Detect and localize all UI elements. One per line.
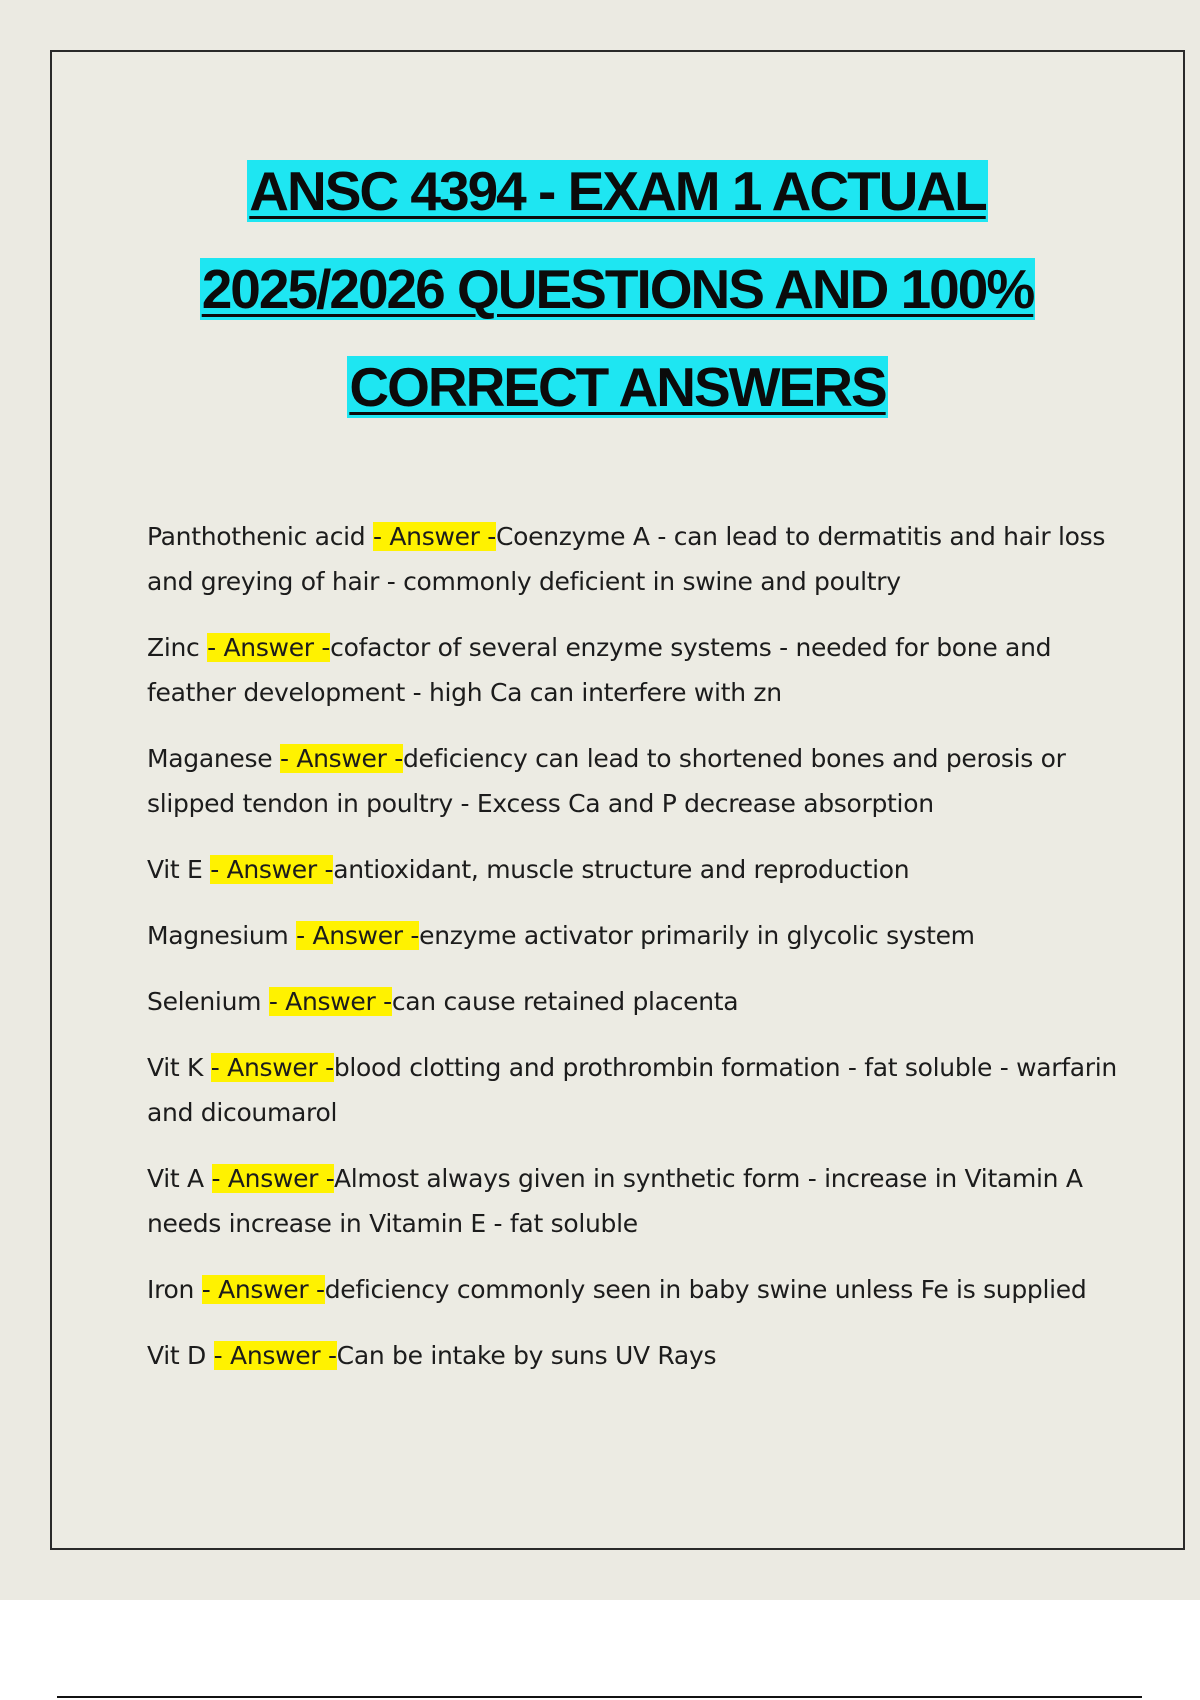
qa-item-manganese	[147, 736, 1142, 826]
qa-item-zinc	[147, 625, 1142, 715]
title-line-3-text: CORRECT ANSWERS	[349, 356, 886, 418]
qa-term: Selenium	[147, 987, 269, 1016]
answer-marker: - Answer -	[210, 1053, 334, 1082]
qa-item-iron	[147, 1267, 1142, 1312]
answer-marker: - Answer -	[373, 522, 497, 551]
document-title	[52, 142, 1183, 436]
qa-answer: deficiency can lead to shortened bones and perosis or slipped tendon in poultry - Excess Ca and P decrease absorption	[147, 744, 1066, 818]
qa-term: Magnesium	[147, 921, 297, 950]
qa-term: Vit A	[147, 1164, 212, 1193]
qa-answer: Can be intake by suns UV Rays	[336, 1341, 717, 1370]
qa-term: Vit E	[147, 855, 211, 884]
qa-term: Maganese	[147, 744, 280, 773]
qa-item-vit-a	[147, 1156, 1142, 1246]
qa-answer: enzyme activator primarily in glycolic system	[419, 921, 975, 950]
title-line-1	[52, 142, 1183, 240]
qa-answer: deficiency commonly seen in baby swine unless Fe is supplied	[324, 1275, 1087, 1304]
title-line-2	[52, 240, 1183, 338]
title-line-3	[52, 338, 1183, 436]
answer-marker: - Answer -	[207, 633, 331, 662]
qa-answer: antioxidant, muscle structure and reproduction	[333, 855, 910, 884]
answer-marker: - Answer -	[201, 1275, 325, 1304]
qa-term: Vit D	[147, 1341, 214, 1370]
qa-term: Zinc	[147, 633, 208, 662]
document-frame	[50, 50, 1185, 1550]
answer-marker: - Answer -	[296, 921, 420, 950]
qa-item-magnesium	[147, 913, 1142, 958]
qa-answer: cofactor of several enzyme systems - needed for bone and feather development - high Ca can interfere with zn	[147, 633, 1052, 707]
footer-divider	[57, 1696, 1142, 1698]
qa-item-vit-k	[147, 1045, 1142, 1135]
qa-answer: Almost always given in synthetic form - increase in Vitamin A needs increase in Vitamin E - fat soluble	[147, 1164, 1083, 1238]
title-line-1-text: ANSC 4394 - EXAM 1 ACTUAL	[249, 160, 986, 222]
qa-list	[147, 514, 1142, 1399]
qa-term: Iron	[147, 1275, 202, 1304]
title-line-2-text: 2025/2026 QUESTIONS AND 100%	[201, 258, 1034, 320]
qa-answer: blood clotting and prothrombin formation - fat soluble - warfarin and dicoumarol	[147, 1053, 1117, 1127]
qa-answer: Coenzyme A - can lead to dermatitis and hair loss and greying of hair - commonly deficient in swine and poultry	[147, 522, 1106, 596]
answer-marker: - Answer -	[211, 1164, 334, 1193]
qa-term: Vit K	[147, 1053, 211, 1082]
qa-answer: can cause retained placenta	[391, 987, 739, 1016]
qa-item-vit-e	[147, 847, 1142, 892]
qa-term: Panthothenic acid	[147, 522, 373, 551]
answer-marker: - Answer -	[279, 744, 403, 773]
answer-marker: - Answer -	[268, 987, 392, 1016]
qa-item-vit-d	[147, 1333, 1142, 1378]
answer-marker: - Answer -	[210, 855, 334, 884]
qa-item-pantothenic-acid	[147, 514, 1142, 604]
qa-item-selenium	[147, 979, 1142, 1024]
answer-marker: - Answer -	[213, 1341, 337, 1370]
